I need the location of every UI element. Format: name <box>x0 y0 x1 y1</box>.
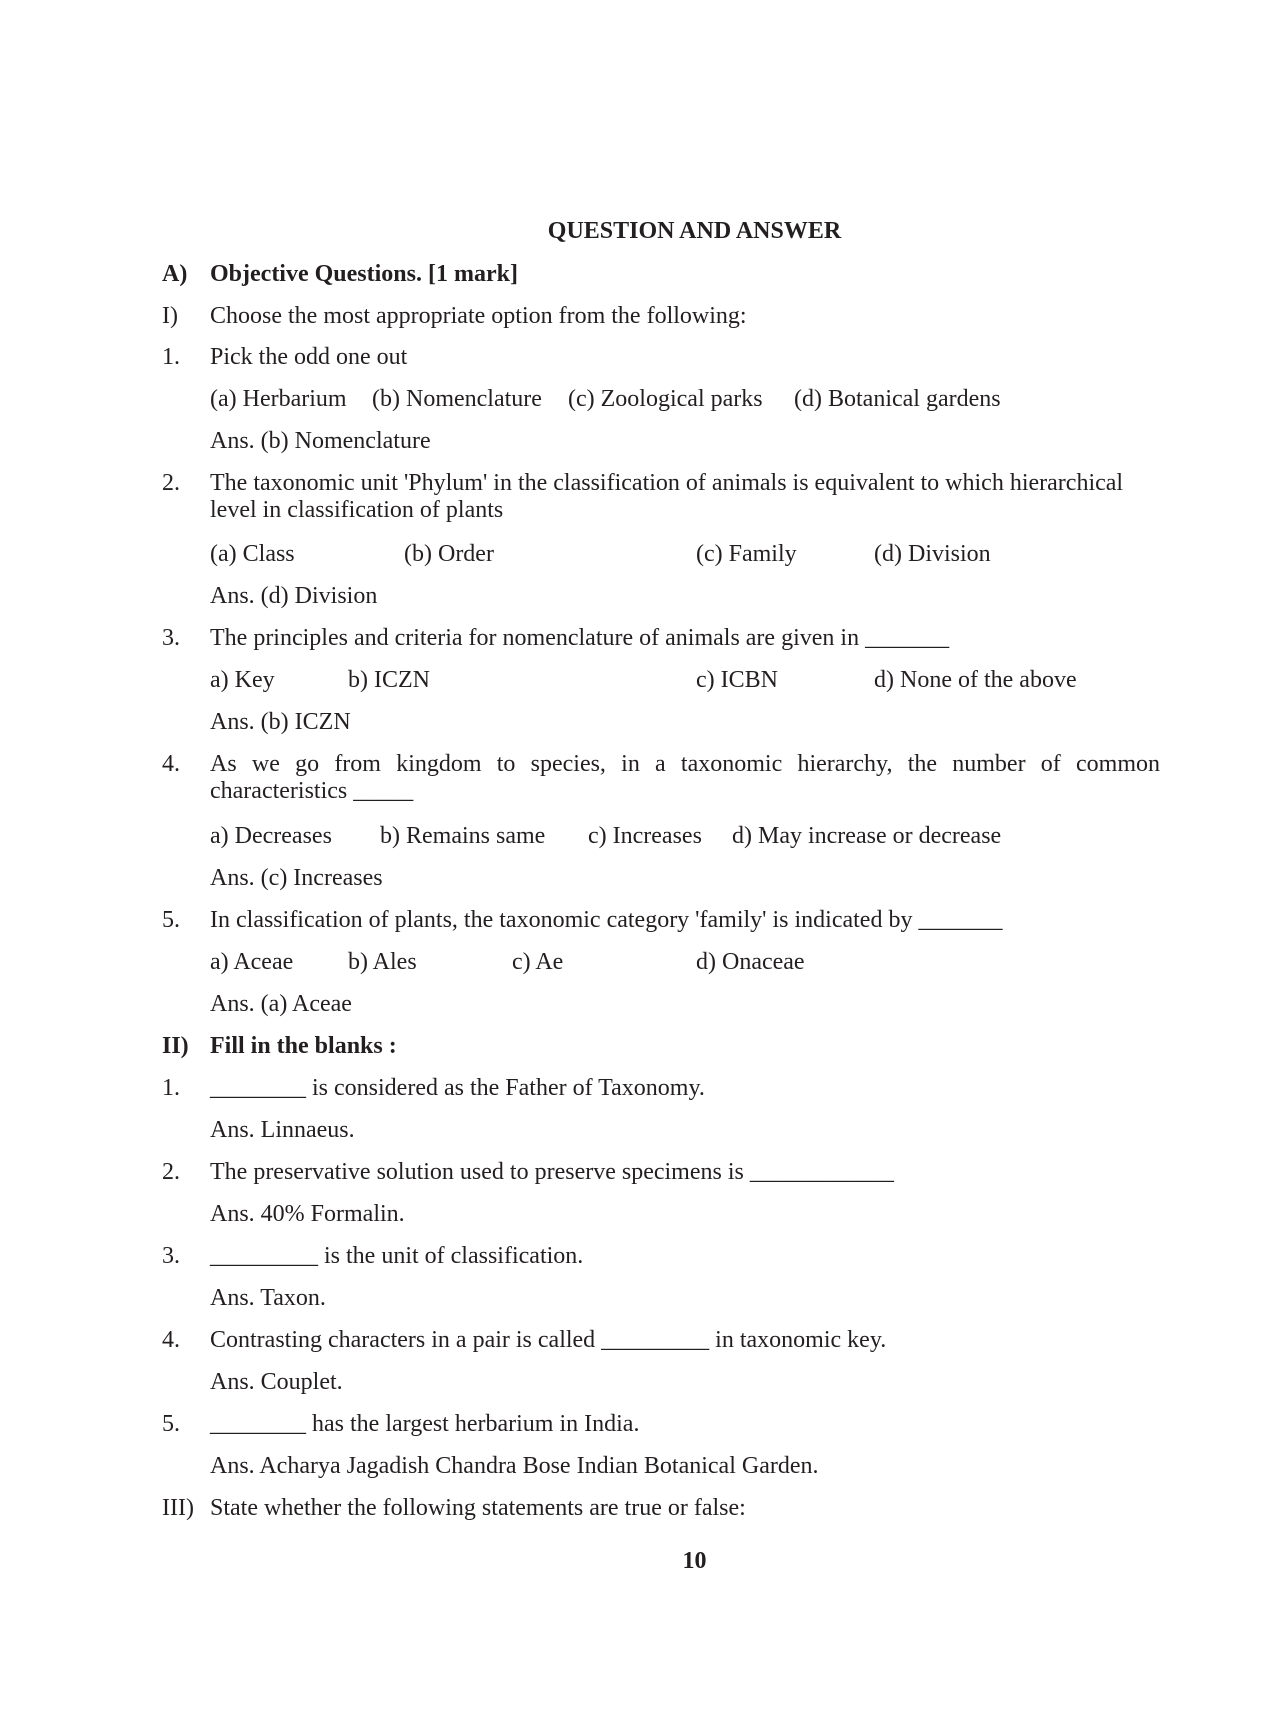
option-a: a) Aceae <box>210 949 294 975</box>
fib-answer-5: Ans. Acharya Jagadish Chandra Bose Indian Botanical Garden. <box>210 1453 819 1479</box>
fib-answer-3: Ans. Taxon. <box>210 1285 326 1311</box>
section-heading-text: Objective Questions. [1 mark] <box>210 261 518 287</box>
mcq-answer-1: Ans. (b) Nomenclature <box>210 428 431 454</box>
part-heading-text: Fill in the blanks : <box>210 1033 397 1059</box>
question-text: _________ is the unit of classification. <box>210 1243 584 1269</box>
question-text: ________ has the largest herbarium in India. <box>210 1411 640 1437</box>
question-number: 2. <box>162 470 180 496</box>
option-c: c) Ae <box>512 949 564 975</box>
question-number: 5. <box>162 1411 180 1437</box>
fib-answer-4: Ans. Couplet. <box>210 1369 343 1395</box>
option-c: (c) Family <box>696 541 797 567</box>
option-d: d) Onaceae <box>696 949 805 975</box>
option-b: (b) Order <box>404 541 494 567</box>
option-d: (d) Botanical gardens <box>794 386 1001 412</box>
question-number: 4. <box>162 1327 180 1353</box>
option-c: (c) Zoological parks <box>568 386 763 412</box>
option-b: b) ICZN <box>348 667 430 693</box>
option-b: b) Ales <box>348 949 417 975</box>
question-text: Pick the odd one out <box>210 344 408 370</box>
fib-answer-1: Ans. Linnaeus. <box>210 1117 355 1143</box>
mcq-answer-3: Ans. (b) ICZN <box>210 709 351 735</box>
question-number: 1. <box>162 1075 180 1101</box>
question-text: The preservative solution used to preserve specimens is ____________ <box>210 1159 894 1185</box>
question-number: 5. <box>162 907 180 933</box>
option-c: c) Increases <box>588 823 702 849</box>
option-a: a) Decreases <box>210 823 332 849</box>
option-b: (b) Nomenclature <box>372 386 542 412</box>
fib-answer-2: Ans. 40% Formalin. <box>210 1201 405 1227</box>
option-c: c) ICBN <box>696 667 778 693</box>
page-number: 10 <box>682 1548 707 1574</box>
instruction-text: Choose the most appropriate option from the following: <box>210 303 747 329</box>
option-a: (a) Class <box>210 541 295 567</box>
question-text: Contrasting characters in a pair is called _________ in taxonomic key. <box>210 1327 887 1353</box>
question-text: ________ is considered as the Father of Taxonomy. <box>210 1075 705 1101</box>
question-number: 3. <box>162 1243 180 1269</box>
option-a: (a) Herbarium <box>210 386 347 412</box>
part-marker: II) <box>162 1033 189 1059</box>
mcq-answer-2: Ans. (d) Division <box>210 583 378 609</box>
part-marker: III) <box>162 1495 194 1521</box>
option-d: d) May increase or decrease <box>732 823 1002 849</box>
instruction-text: State whether the following statements are true or false: <box>210 1495 746 1521</box>
question-number: 2. <box>162 1159 180 1185</box>
question-text: In classification of plants, the taxonomic category 'family' is indicated by _______ <box>210 907 1003 933</box>
question-number: 4. <box>162 751 180 777</box>
mcq-answer-4: Ans. (c) Increases <box>210 865 383 891</box>
part-marker: I) <box>162 303 178 329</box>
question-text: The taxonomic unit 'Phylum' in the classification of animals is equivalent to which hierarchical level in classification of plants <box>210 470 1124 523</box>
question-text: The principles and criteria for nomenclature of animals are given in _______ <box>210 625 950 651</box>
option-d: (d) Division <box>874 541 991 567</box>
question-text: As we go from kingdom to species, in a taxonomic hierarchy, the number of common characteristics _____ <box>210 751 1160 804</box>
mcq-answer-5: Ans. (a) Aceae <box>210 991 352 1017</box>
question-number: 3. <box>162 625 180 651</box>
section-marker: A) <box>162 261 188 287</box>
option-d: d) None of the above <box>874 667 1077 693</box>
option-a: a) Key <box>210 667 275 693</box>
option-b: b) Remains same <box>380 823 546 849</box>
page-title: QUESTION AND ANSWER <box>547 218 842 244</box>
question-number: 1. <box>162 344 180 370</box>
